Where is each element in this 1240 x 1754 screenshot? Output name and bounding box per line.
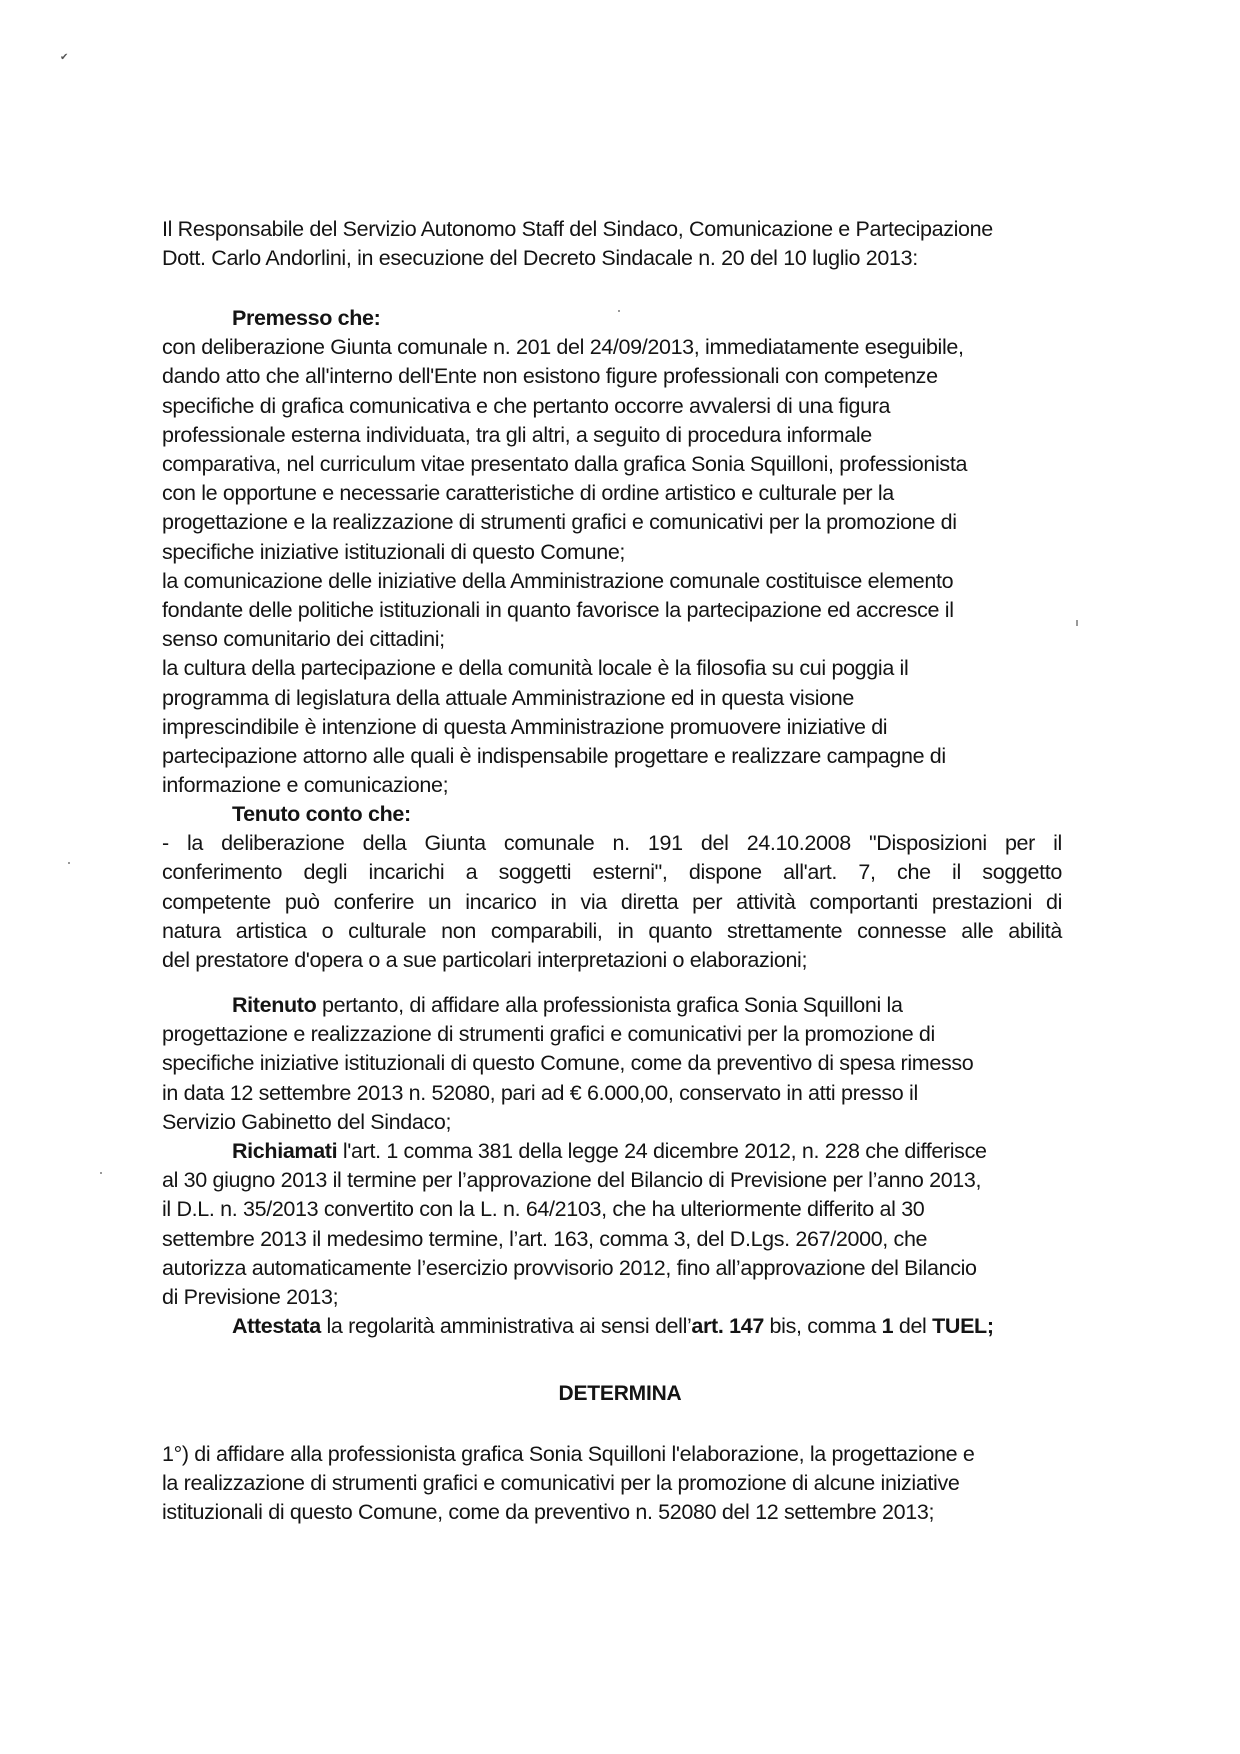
- richiamati-line: settembre 2013 il medesimo termine, l’art. 163, comma 3, del D.Lgs. 267/2000, che: [162, 1226, 928, 1251]
- premesso-line: imprescindibile è intenzione di questa Amministrazione promuovere iniziative di: [162, 714, 888, 739]
- attestata-text: bis, comma: [763, 1314, 882, 1338]
- richiamati-first-line: [162, 1137, 1062, 1166]
- determina-title: DETERMINA: [558, 1382, 682, 1405]
- determina-line: istituzionali di questo Comune, come da preventivo n. 52080 del 12 settembre 2013;: [162, 1500, 935, 1525]
- tenuto-conto-line: natura artistica o culturale non comparabili, in quanto strettamente connesse alle abilità: [162, 918, 1062, 943]
- determina-line: la realizzazione di strumenti grafici e comunicativi per la promozione di alcune iniziative: [162, 1471, 960, 1496]
- attestata-text: del: [893, 1314, 933, 1338]
- scan-speck: [68, 862, 70, 864]
- ritenuto-line: progettazione e realizzazione di strumenti grafici e comunicativi per la promozione di: [162, 1022, 935, 1047]
- premesso-line: partecipazione attorno alle quali è indispensabile progettare e realizzare campagne di: [162, 744, 946, 769]
- tenuto-conto-line: conferimento degli incarichi a soggetti esterni", dispone all'art. 7, che il soggetto: [162, 860, 1062, 885]
- premesso-line: con deliberazione Giunta comunale n. 201 del 24/09/2013, immediatamente eseguibile,: [162, 335, 964, 360]
- premesso-line: professionale esterna individuata, tra gli altri, a seguito di procedura informale: [162, 422, 872, 447]
- ritenuto-section: [162, 991, 1062, 1137]
- attestata-line: [162, 1312, 1062, 1341]
- premesso-line: fondante delle politiche istituzionali in quanto favorisce la partecipazione ed accresce il: [162, 598, 954, 623]
- intro-line: Il Responsabile del Servizio Autonomo Staff del Sindaco, Comunicazione e Partecipazione: [162, 217, 993, 241]
- scan-speck: [100, 1172, 102, 1174]
- premesso-line: specifiche iniziative istituzionali di questo Comune;: [162, 539, 626, 564]
- attestata-comma-ref: 1: [881, 1314, 894, 1338]
- attestata-article-ref: art. 147: [691, 1314, 764, 1338]
- ritenuto-line: specifiche iniziative istituzionali di questo Comune, come da preventivo di spesa rimesso: [162, 1051, 974, 1076]
- premesso-line: con le opportune e necessarie caratteristiche di ordine artistico e culturale per la: [162, 481, 894, 506]
- premesso-line: la comunicazione delle iniziative della Amministrazione comunale costituisce elemento: [162, 568, 954, 593]
- ritenuto-first-line: [162, 991, 1062, 1020]
- determina-section: [162, 1440, 1062, 1528]
- richiamati-first-rest: l'art. 1 comma 381 della legge 24 dicembre 2012, n. 228 che differisce: [337, 1139, 987, 1163]
- attestata-section: [162, 1312, 1062, 1341]
- premesso-line: comparativa, nel curriculum vitae presentato dalla grafica Sonia Squilloni, professionista: [162, 452, 968, 477]
- premesso-line: dando atto che all'interno dell'Ente non esistono figure professionali con competenze: [162, 364, 938, 389]
- premesso-line: la cultura della partecipazione e della comunità locale è la filosofia su cui poggia il: [162, 656, 909, 681]
- tenuto-conto-line: del prestatore d'opera o a sue particolari interpretazioni o elaborazioni;: [162, 948, 808, 973]
- intro-paragraph: [162, 215, 1062, 273]
- tenuto-conto-line: competente può conferire un incarico in via diretta per attività comportanti prestazioni di: [162, 889, 1062, 914]
- attestata-text: la regolarità amministrativa ai sensi dell’: [320, 1314, 692, 1338]
- attestata-tuel-ref: TUEL;: [932, 1314, 994, 1338]
- scan-speck: [1076, 620, 1078, 626]
- premesso-line: programma di legislatura della attuale Amministrazione ed in questa visione: [162, 685, 854, 710]
- ritenuto-line: Servizio Gabinetto del Sindaco;: [162, 1109, 452, 1134]
- ritenuto-first-rest: pertanto, di affidare alla professionista grafica Sonia Squilloni la: [316, 993, 903, 1017]
- intro-line: Dott. Carlo Andorlini, in esecuzione del Decreto Sindacale n. 20 del 10 luglio 2013:: [162, 246, 918, 271]
- richiamati-line: autorizza automaticamente l’esercizio provvisorio 2012, fino all’approvazione del Bilancio: [162, 1255, 977, 1280]
- premesso-line: informazione e comunicazione;: [162, 773, 449, 798]
- attestata-lead: Attestata: [232, 1314, 321, 1338]
- premesso-section: [162, 304, 1062, 800]
- tenuto-conto-section: [162, 800, 1062, 975]
- premesso-heading: Premesso che:: [232, 306, 381, 330]
- ritenuto-lead: Ritenuto: [232, 993, 317, 1017]
- premesso-line: senso comunitario dei cittadini;: [162, 627, 445, 652]
- premesso-line: specifiche di grafica comunicativa e che pertanto occorre avvalersi di una figura: [162, 393, 891, 418]
- richiamati-line: il D.L. n. 35/2013 convertito con la L. n. 64/2103, che ha ulteriormente differito al 30: [162, 1197, 925, 1222]
- checkmark-icon: ✔: [60, 52, 69, 63]
- richiamati-line: al 30 giugno 2013 il termine per l’approvazione del Bilancio di Previsione per l’anno 2013,: [162, 1168, 982, 1193]
- richiamati-lead: Richiamati: [232, 1139, 338, 1163]
- richiamati-section: [162, 1137, 1062, 1312]
- tenuto-conto-heading: Tenuto conto che:: [232, 802, 411, 826]
- premesso-line: progettazione e la realizzazione di strumenti grafici e comunicativi per la promozione di: [162, 510, 957, 535]
- ritenuto-line: in data 12 settembre 2013 n. 52080, pari ad € 6.000,00, conservato in atti presso il: [162, 1080, 918, 1105]
- richiamati-line: di Previsione 2013;: [162, 1285, 339, 1310]
- tenuto-conto-line: - la deliberazione della Giunta comunale n. 191 del 24.10.2008 "Disposizioni per il: [162, 831, 1062, 856]
- determina-line: 1°) di affidare alla professionista grafica Sonia Squilloni l'elaborazione, la progettazione e: [162, 1442, 975, 1466]
